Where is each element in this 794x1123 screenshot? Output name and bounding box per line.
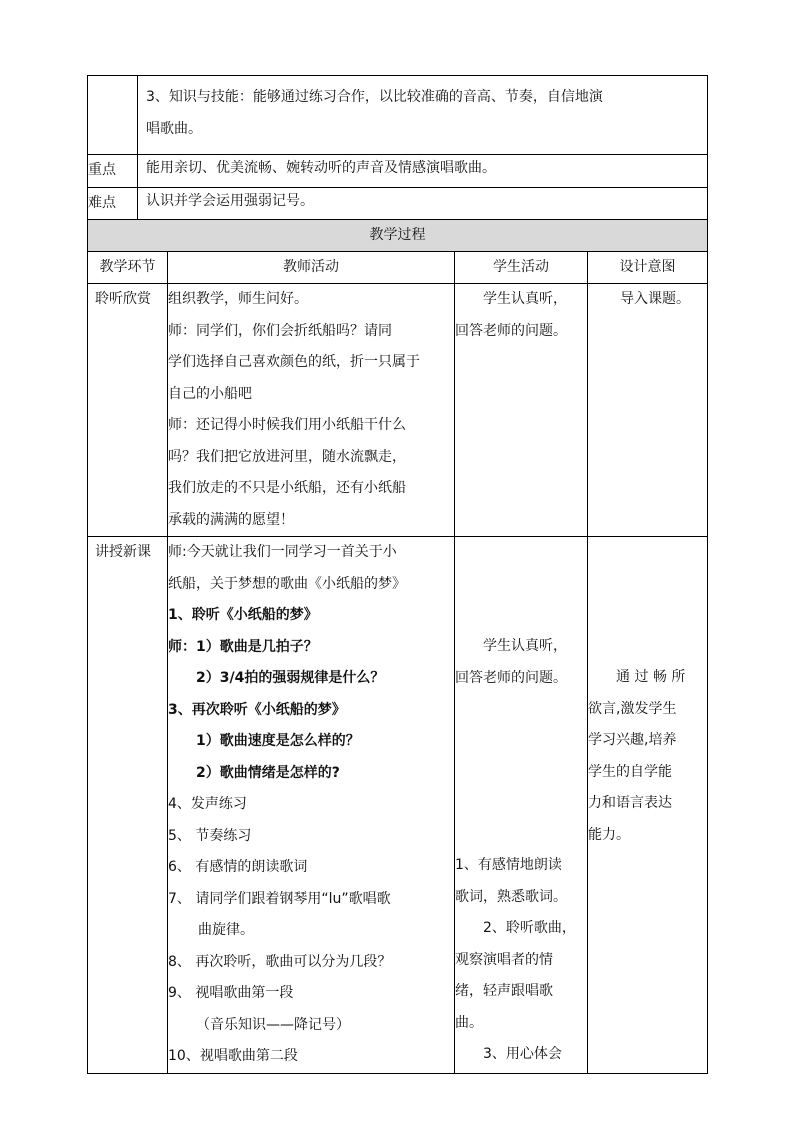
teacher-line: 学们选择自己喜欢颜色的纸，折一只属于	[168, 354, 420, 370]
student-line: 回答老师的问题。	[455, 322, 567, 339]
col-header-stage: 教学环节	[88, 252, 168, 284]
objectives-cell	[138, 76, 708, 155]
teacher-line: 师：1）歌曲是几拍子？	[168, 638, 318, 655]
col-header-intent: 设计意图	[588, 252, 708, 284]
teacher-line: 纸船，关于梦想的歌曲《小纸船的梦》	[168, 575, 406, 592]
teacher-line: 师：同学们，你们会折纸船吗？请同	[168, 322, 392, 339]
teacher-line: 2）3/4拍的强弱规律是什么？	[196, 670, 385, 686]
objectives-label-cell	[88, 76, 138, 155]
student-activity-cell	[455, 537, 588, 1074]
student-line: 观察演唱者的情	[455, 951, 553, 968]
teacher-line: 1）歌曲速度是怎么样的？	[196, 733, 360, 749]
key-point-label: 重点	[88, 155, 138, 188]
key-point-row	[88, 155, 708, 188]
student-line: 绪，轻声跟唱歌	[455, 983, 553, 999]
teacher-line: 曲旋律。	[198, 922, 254, 938]
teacher-line: 师：还记得小时候我们用小纸船干什么	[168, 417, 406, 433]
difficulty-label: 难点	[88, 187, 138, 220]
objective-3-line-2: 唱歌曲。	[146, 121, 202, 137]
difficulty-row	[88, 187, 708, 220]
teacher-line: 组织教学，师生问好。	[168, 291, 308, 307]
intent-line: 学习兴趣,培养	[588, 732, 677, 748]
student-line: 3、用心体会	[483, 1046, 562, 1062]
teacher-line: 师:今天就让我们一同学习一首关于小	[168, 544, 397, 560]
teacher-line: 5、 节奏练习	[168, 827, 252, 844]
student-line: 学生认真听，	[483, 638, 567, 654]
lesson-plan-table	[87, 75, 708, 1074]
intent-line: 能力。	[588, 826, 630, 843]
student-line: 学生认真听，	[483, 291, 567, 307]
intent-line: 学生的自学能	[588, 763, 672, 780]
process-header-row	[88, 220, 708, 252]
stage-row-listening	[88, 284, 708, 537]
teacher-activity-cell	[168, 284, 455, 537]
teacher-line: 吗？我们把它放进河里，随水流飘走，	[168, 448, 406, 465]
teacher-line: 8、 再次聆听，歌曲可以分为几段？	[168, 953, 392, 970]
teacher-line: 自己的小船吧	[168, 385, 252, 402]
student-line: 歌词，熟悉歌词。	[455, 888, 567, 905]
col-header-teacher: 教师活动	[168, 252, 455, 284]
teacher-line: （音乐知识——降记号）	[196, 1016, 350, 1033]
teacher-line: 2）歌曲情绪是怎样的?	[196, 764, 340, 781]
student-activity-cell	[455, 284, 588, 537]
teacher-line: 1、聆听《小纸船的梦》	[168, 607, 318, 623]
intent-line: 导入课题。	[620, 291, 690, 307]
difficulty-text: 认识并学会运用强弱记号。	[138, 187, 708, 220]
teacher-line: 3、再次聆听《小纸船的梦》	[168, 701, 346, 718]
stage-row-new-lesson	[88, 537, 708, 1074]
stage-cell: 讲授新课	[88, 537, 168, 1074]
student-line: 1、有感情地朗读	[455, 857, 562, 873]
teacher-line: 我们放走的不只是小纸船，还有小纸船	[168, 480, 406, 496]
column-header-row	[88, 252, 708, 284]
stage-cell: 聆听欣赏	[88, 284, 168, 537]
intent-line: 力和语言表达	[588, 795, 672, 811]
key-point-text: 能用亲切、优美流畅、婉转动听的声音及情感演唱歌曲。	[138, 155, 708, 188]
teacher-line: 7、 请同学们跟着钢琴用“lu”歌唱歌	[168, 890, 391, 907]
student-line: 回答老师的问题。	[455, 669, 567, 686]
objectives-row	[88, 76, 708, 155]
intent-cell	[588, 284, 708, 537]
process-header: 教学过程	[88, 220, 708, 252]
teacher-line: 9、 视唱歌曲第一段	[168, 985, 294, 1001]
objective-3-line-1: 3、知识与技能：能够通过练习合作，以比较准确的音高、节奏，自信地演	[146, 89, 603, 105]
intent-line: 通 过 畅 所	[616, 669, 686, 685]
teacher-line: 10、视唱歌曲第二段	[168, 1048, 298, 1064]
teacher-line: 6、 有感情的朗读歌词	[168, 859, 308, 875]
intent-line: 欲言,激发学生	[588, 700, 677, 717]
teacher-line: 承载的满满的愿望！	[168, 511, 294, 528]
intent-cell	[588, 537, 708, 1074]
col-header-student: 学生活动	[455, 252, 588, 284]
teacher-activity-cell	[168, 537, 455, 1074]
student-line: 曲。	[455, 1014, 483, 1031]
student-line: 2、聆听歌曲，	[483, 920, 576, 936]
teacher-line: 4、发声练习	[168, 796, 247, 812]
